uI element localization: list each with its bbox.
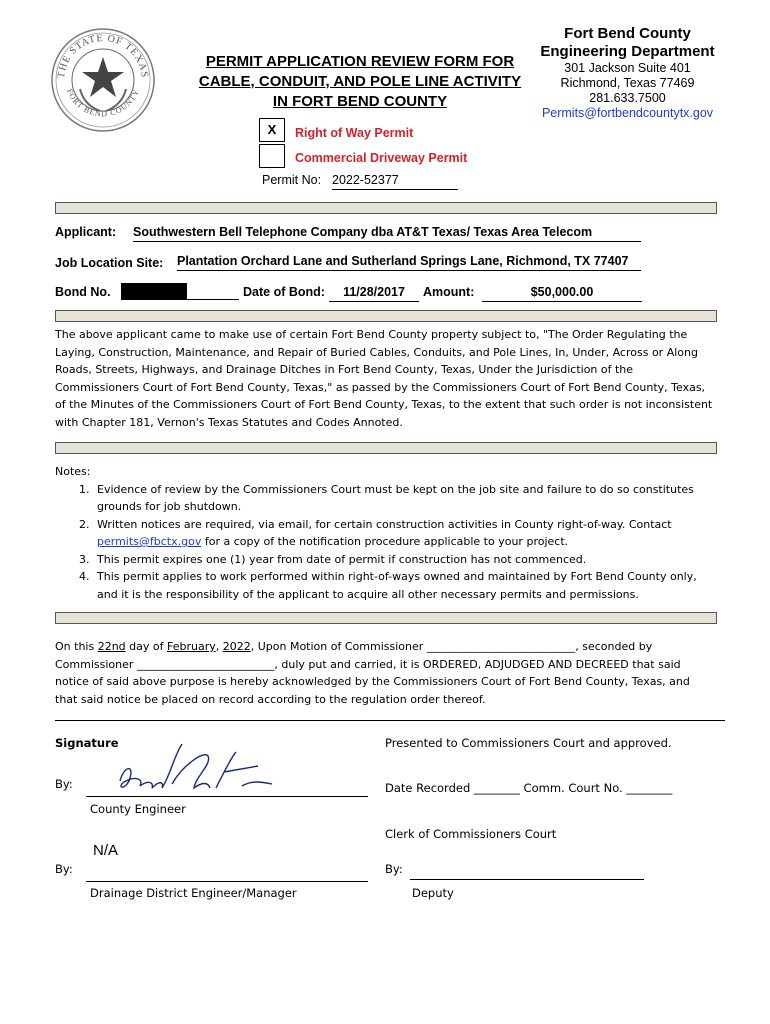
- bond-date-label: Date of Bond:: [243, 285, 325, 299]
- signature-divider: [55, 720, 725, 721]
- permit-no-value: 2022-52377: [332, 173, 458, 190]
- svg-text:THE STATE OF TEXAS: THE STATE OF TEXAS: [55, 32, 151, 79]
- right-of-way-checkbox[interactable]: X: [259, 118, 285, 142]
- deputy-line: [410, 879, 644, 880]
- commercial-driveway-checkbox[interactable]: [259, 144, 285, 168]
- bond-amount-label: Amount:: [423, 285, 475, 299]
- statement-paragraph: The above applicant came to make use of certain Fort Bend County property subject to, "The Order Regulating the Laying, Construction, Maintenance, and Repair of Buried Cables, Conduits, and Pole Lines, In, Under, Across or Along Roads, Streets, Highways, and Drainage Ditches in Fort Bend County, Texas, Under the Jurisdiction of the Commissioners Court of Fort Bend County, Texas," as passed by the Commissioners Court of Fort Bend County, Texas, of the Minutes of the Commissioners Court of Fort Bend County, Texas, to the extent that such order is not inconsistent with Chapter 181, Vernon's Texas Statutes and Codes Annoted.: [55, 328, 713, 429]
- applicant-label: Applicant:: [55, 225, 117, 239]
- department-address-2: Richmond, Texas 77469: [560, 76, 695, 90]
- motion-text: On this: [55, 640, 98, 653]
- notes-heading: Notes:: [55, 465, 91, 478]
- section-divider-1: [55, 202, 717, 214]
- county-engineer-signature: [112, 736, 282, 798]
- section-divider-3: [55, 442, 717, 454]
- form-title: [190, 52, 530, 112]
- county-engineer-label: County Engineer: [90, 802, 186, 816]
- applicant-value: Southwestern Bell Telephone Company dba AT&T Texas/ Texas Area Telecom: [133, 225, 641, 242]
- bond-amount-value: $50,000.00: [482, 285, 642, 302]
- date-recorded-text: Date Recorded ________ Comm. Court No. ________: [385, 781, 673, 795]
- svg-text:FORT BEND COUNTY: FORT BEND COUNTY: [64, 87, 142, 119]
- note-text: Written notices are required, via email, for certain construction activities in County right-of-way. Contact: [97, 517, 672, 531]
- department-phone: 281.633.7500: [589, 91, 666, 105]
- bond-no-redaction: [121, 283, 187, 299]
- signature-heading: Signature: [55, 736, 119, 750]
- motion-paragraph: [55, 638, 715, 708]
- presented-text: Presented to Commissioners Court and approved.: [385, 736, 672, 750]
- bond-date-value: 11/28/2017: [329, 285, 419, 302]
- note-text: for a copy of the notification procedure applicable to your project.: [201, 535, 569, 548]
- commercial-driveway-label: Commercial Driveway Permit: [295, 151, 468, 165]
- form-title-line3: IN FORT BEND COUNTY: [272, 93, 448, 110]
- motion-day: 22nd: [97, 640, 126, 653]
- note-item: 1. Evidence of review by the Commissioners Court must be kept on the job site and failure to do so constitutes grounds for job shutdown.: [93, 481, 715, 516]
- permit-no-label: Permit No:: [262, 173, 322, 187]
- permits-email-link[interactable]: permits@fbctx.gov: [97, 535, 202, 548]
- county-engineer-line: [86, 796, 368, 797]
- by-label-1: By:: [55, 777, 73, 791]
- right-of-way-label: Right of Way Permit: [295, 126, 414, 140]
- deputy-label: Deputy: [412, 886, 454, 900]
- job-location-value: Plantation Orchard Lane and Sutherland Springs Lane, Richmond, TX 77407: [177, 254, 641, 271]
- motion-text: day of: [125, 640, 167, 653]
- motion-month: February: [166, 640, 216, 653]
- department-contact: [530, 25, 725, 121]
- department-name-1: Fort Bend County: [564, 25, 691, 42]
- note-item: 3. This permit expires one (1) year from date of permit if construction has not commenced.: [93, 551, 715, 569]
- note-item: [93, 516, 715, 551]
- bond-no-field: [121, 283, 239, 300]
- bond-no-label: Bond No.: [55, 285, 111, 299]
- drainage-line: [86, 881, 368, 882]
- motion-year: 2022: [222, 640, 251, 653]
- clerk-text: Clerk of Commissioners Court: [385, 827, 557, 841]
- note-item: 4. This permit applies to work performed within right-of-ways owned and maintained by Fort Bend County only, and it is the responsibility of the applicant to acquire all other necessary permits and permissions.: [93, 568, 715, 603]
- form-title-line2: CABLE, CONDUIT, AND POLE LINE ACTIVITY: [198, 73, 522, 90]
- by-label-2: By:: [55, 862, 73, 876]
- department-address-1: 301 Jackson Suite 401: [564, 61, 691, 75]
- motion-text: ,: [215, 640, 223, 653]
- notes-section: [55, 463, 715, 603]
- department-name-2: Engineering Department: [540, 43, 715, 60]
- section-divider-2: [55, 310, 717, 322]
- job-location-label: Job Location Site:: [55, 256, 164, 270]
- notes-list: [55, 481, 715, 604]
- department-email-link[interactable]: Permits@fortbendcountytx.gov: [541, 106, 714, 120]
- motion-text: , Upon Motion of Commissioner ___________________________, seconded by Commissioner _________________________, duly put and carried, it is ORDERED, ADJUDGED AND DECREED that said notice of said above purpose is hereby acknowledged by the Commissioners Court of Fort Bend County, Texas, and that said notice be placed on record according to the regulation order thereof.: [55, 640, 690, 706]
- county-seal-icon: [50, 27, 156, 133]
- section-divider-4: [55, 612, 717, 624]
- by-label-3: By:: [385, 862, 403, 876]
- drainage-na-value: N/A: [93, 842, 119, 859]
- form-title-line1: PERMIT APPLICATION REVIEW FORM FOR: [205, 53, 515, 70]
- drainage-label: Drainage District Engineer/Manager: [90, 886, 297, 900]
